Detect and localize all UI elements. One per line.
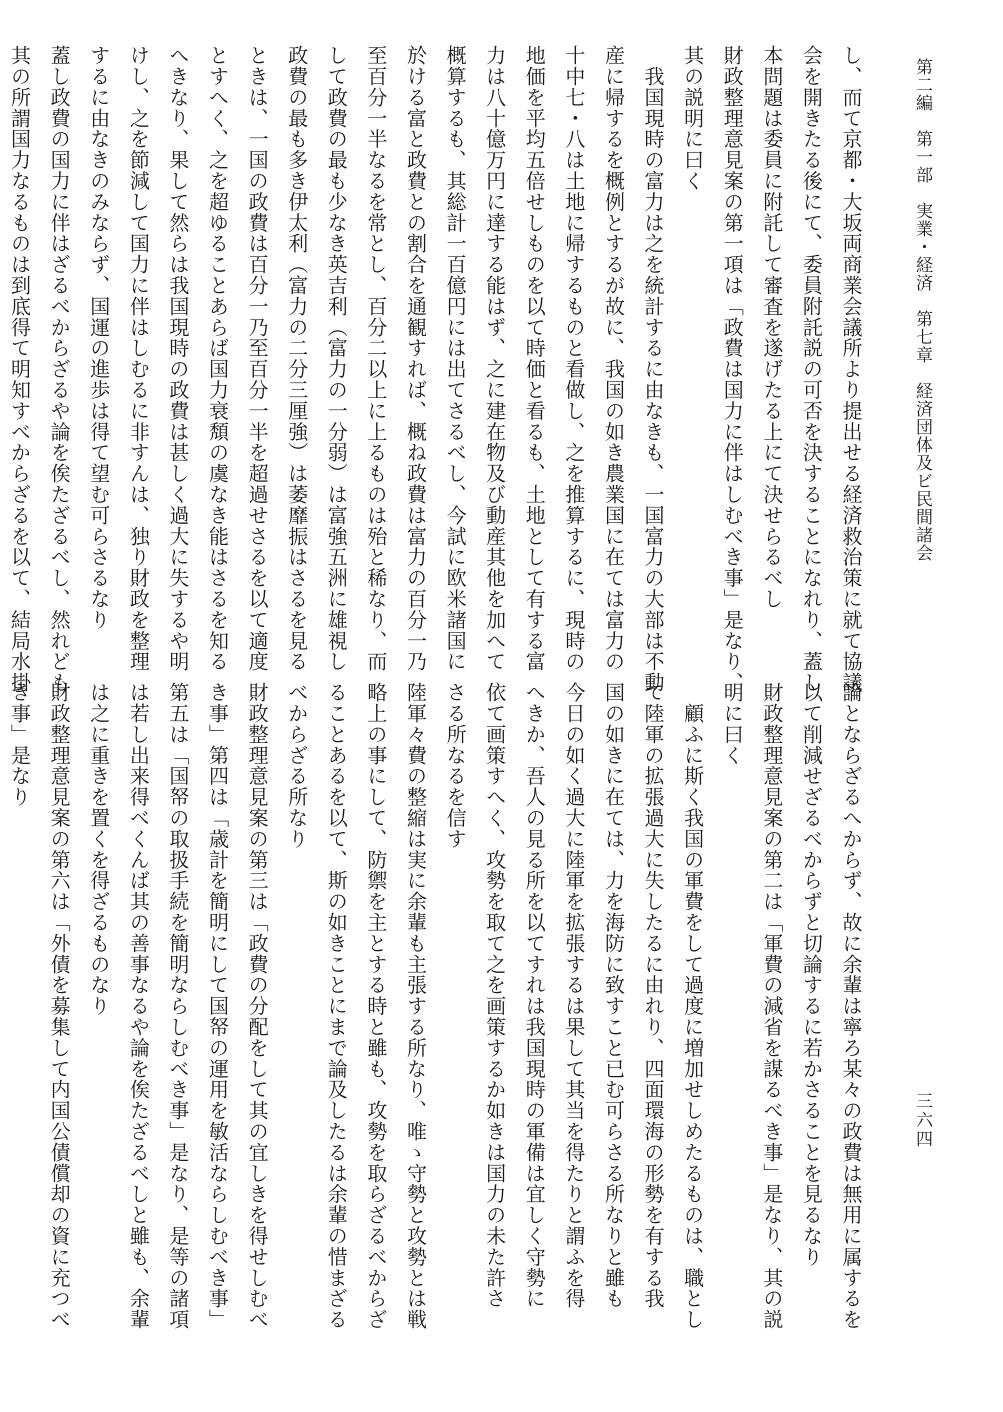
text-column: ときは、一国の政費は百分一乃至百分一半を超過せさるを以て適度 [245, 45, 270, 672]
text-column: 略上の事にして、防禦を主とする時と雖も、攻勢を取らざるべからざ [363, 682, 388, 1330]
text-column: 論とならざるへからず、故に余輩は寧ろ某々の政費は無用に属するを [839, 682, 863, 1330]
text-column: 財政整理意見案の第六は「外債を募集して内国公債償却の資に充つべ [47, 682, 72, 1330]
text-column: 顧ふに斯く我国の軍費をして過度に増加せしめたるものは、職とし [680, 682, 705, 1330]
text-column: べからざる所なり [284, 682, 309, 850]
text-column: 国の如きに在ては、力を海防に致すこと已む可らさる所なりと雖も [601, 682, 626, 1309]
text-column: して政費の最も少なき英吉利（富力の一分弱）は富強五洲に雄視し [324, 45, 349, 672]
text-column: 以て削減せざるべからずと切論するに若かさることを見るなり [799, 682, 824, 1268]
text-column: へきか、吾人の見る所を以てすれは我国現時の軍備は宜しく守勢に [522, 682, 547, 1309]
text-column: は若し出来得べくんば其の善事なるや論を俟たざるべしと雖も、余輩 [126, 682, 151, 1330]
text-column: 十中七・八は土地に帰するものと看做し、之を推算するに、現時の [561, 45, 586, 672]
text-column: 我国現時の富力は之を統計するに由なきも、一国富力の大部は不動 [641, 45, 666, 693]
text-column: 地価を平均五倍せしものを以て時価と看るも、土地として有する富 [522, 45, 547, 672]
text-column: 会を開きたる後にて、委員附託説の可否を決することになれり、蓋し [799, 45, 824, 693]
text-column: 産に帰するを概例とするが故に、我国の如き農業国に在ては富力の [601, 45, 626, 672]
text-column: とすへく、之を超ゆることあらば国力衰頽の虞なき能はさるを知る [205, 45, 230, 672]
text-column: 至百分一半なるを常とし、百分二以上に上るものは殆と稀なり、而 [363, 45, 388, 672]
text-column: 財政整理意見案の第三は「政費の分配をして其の宜しきを得せしむべ [245, 682, 270, 1330]
text-column: 財政整理意見案の第一項は「政費は国力に伴はしむべき事」是なり、 [720, 45, 745, 693]
running-header: 第二編 第一部 実業・経済 第七章 経済団体及ビ民間諸会 [912, 58, 932, 562]
text-column: するに由なきのみならず、国運の進歩は得て望む可らさるなり [86, 45, 111, 631]
text-column: さる所なるを信す [443, 682, 468, 850]
text-column: 陸軍々費の整縮は実に余輩も主張する所なり、唯ゝ守勢と攻勢とは戦 [403, 682, 428, 1330]
text-column: 其の所謂国力なるものは到底得て明知すべからざるを以て、結局水掛 [7, 45, 32, 693]
text-column: 財政整理意見案の第二は「軍費の減省を謀るべき事」是なり、其の説 [759, 682, 784, 1330]
text-column: 於ける富と政費との割合を通観すれば、概ね政費は富力の百分一乃 [403, 45, 428, 672]
page-number: 三六四 [912, 1092, 932, 1149]
text-column: て陸軍の拡張過大に失したるに由れり、四面環海の形勢を有する我 [641, 682, 666, 1309]
text-column: 明に曰く [720, 682, 745, 766]
text-column: 今日の如く過大に陸軍を拡張するは果して其当を得たりと謂ふを得 [561, 682, 586, 1309]
text-column: 本問題は委員に附託して審査を遂げたる上にて決せらるべし [759, 45, 784, 610]
bottom-text-block [7, 682, 870, 1330]
text-column: 蓋し政費の国力に伴はざるべからざるや論を俟たざるべし、然れども [47, 45, 72, 693]
text-column: 依て画策すへく、攻勢を取て之を画策するか如きは国力の未た許さ [482, 682, 507, 1309]
text-column: へきなり、果して然らは我国現時の政費は甚しく過大に失するや明 [165, 45, 190, 672]
text-column: 政費の最も多き伊太利（富力の二分三厘強）は萎靡振はさるを見る [284, 45, 309, 672]
text-column: き事」是なり [7, 682, 32, 808]
text-column: し、而て京都・大坂両商業会議所より提出せる経済救治策に就て協議 [839, 45, 863, 693]
text-column: 概算するも、其総計一百億円には出てさるべし、今試に欧米諸国に [443, 45, 468, 672]
text-column: 其の説明に曰く [680, 45, 705, 192]
text-column: は之に重きを置くを得ざるものなり [86, 682, 111, 1017]
text-column: ることあるを以て、斯の如きことにまで論及したるは余輩の惜まざる [324, 682, 349, 1330]
text-column: 第五は「国帑の取扱手続を簡明ならしむべき事」是なり、是等の諸項 [165, 682, 190, 1330]
top-text-block [7, 45, 870, 693]
text-column: き事」第四は「歳計を簡明にして国帑の運用を敏活ならしむべき事」 [205, 682, 230, 1330]
text-column: けし、之を節減して国力に伴はしむるに非すんは、独り財政を整理 [126, 45, 151, 672]
text-column: 力は八十億万円に達する能はず、之に建在物及び動産其他を加へて [482, 45, 507, 672]
